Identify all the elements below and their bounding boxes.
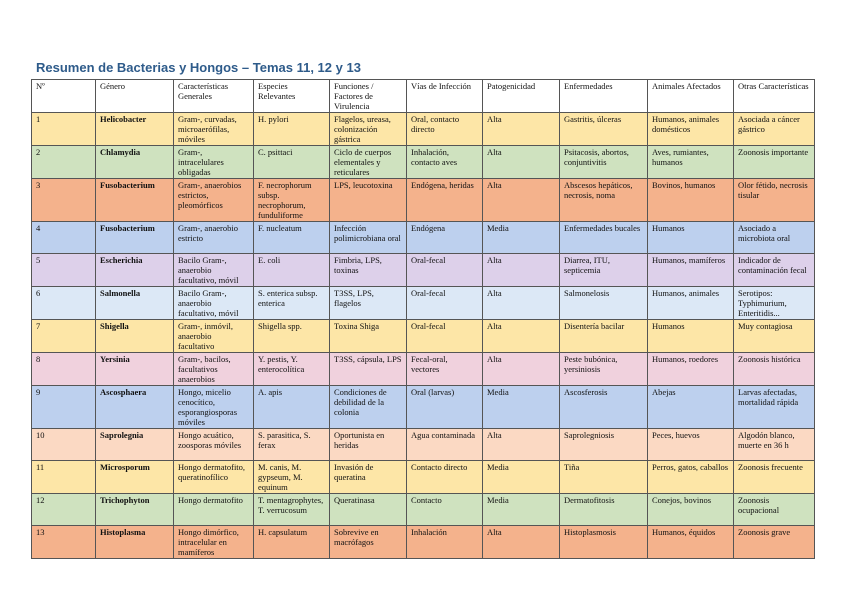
cell-infection-routes: Oral-fecal: [407, 254, 483, 287]
page-title: Resumen de Bacterias y Hongos – Temas 11, 12 y 13: [36, 60, 361, 75]
cell-general-characteristics: Gram-, anaerobio estricto: [174, 222, 254, 254]
cell-diseases: Salmonelosis: [560, 287, 648, 320]
cell-number: 12: [32, 494, 96, 526]
cell-diseases: Dermatofitosis: [560, 494, 648, 526]
cell-virulence-factors: T3SS, LPS, flagelos: [330, 287, 407, 320]
cell-diseases: Saprolegniosis: [560, 429, 648, 461]
cell-virulence-factors: Invasión de queratina: [330, 461, 407, 494]
column-header-diseases: Enfermedades: [560, 80, 648, 113]
cell-infection-routes: Inhalación, contacto aves: [407, 146, 483, 179]
cell-relevant-species: F. nucleatum: [254, 222, 330, 254]
cell-genus: Escherichia: [96, 254, 174, 287]
cell-affected-animals: Aves, rumiantes, humanos: [648, 146, 734, 179]
cell-affected-animals: Humanos, mamíferos: [648, 254, 734, 287]
cell-genus: Histoplasma: [96, 526, 174, 559]
cell-infection-routes: Endógena, heridas: [407, 179, 483, 222]
cell-other-characteristics: Zoonosis ocupacional: [734, 494, 815, 526]
cell-number: 3: [32, 179, 96, 222]
table-row: [32, 386, 815, 429]
cell-affected-animals: Perros, gatos, caballos: [648, 461, 734, 494]
cell-infection-routes: Contacto: [407, 494, 483, 526]
cell-genus: Salmonella: [96, 287, 174, 320]
cell-pathogenicity: Alta: [483, 287, 560, 320]
cell-affected-animals: Humanos: [648, 222, 734, 254]
column-header-virulence-factors: Funciones / Factores de Virulencia: [330, 80, 407, 113]
cell-relevant-species: T. mentagrophytes, T. verrucosum: [254, 494, 330, 526]
cell-diseases: Diarrea, ITU, septicemia: [560, 254, 648, 287]
cell-relevant-species: S. parasitica, S. ferax: [254, 429, 330, 461]
cell-other-characteristics: Algodón blanco, muerte en 36 h: [734, 429, 815, 461]
cell-genus: Chlamydia: [96, 146, 174, 179]
table-row: [32, 461, 815, 494]
cell-pathogenicity: Media: [483, 461, 560, 494]
cell-relevant-species: C. psittaci: [254, 146, 330, 179]
cell-infection-routes: Endógena: [407, 222, 483, 254]
cell-virulence-factors: T3SS, cápsula, LPS: [330, 353, 407, 386]
cell-other-characteristics: Zoonosis grave: [734, 526, 815, 559]
cell-diseases: Histoplasmosis: [560, 526, 648, 559]
cell-number: 9: [32, 386, 96, 429]
table-row: [32, 287, 815, 320]
cell-virulence-factors: Flagelos, ureasa, colonización gástrica: [330, 113, 407, 146]
cell-other-characteristics: Asociado a microbiota oral: [734, 222, 815, 254]
cell-pathogenicity: Media: [483, 386, 560, 429]
cell-general-characteristics: Bacilo Gram-, anaerobio facultativo, móvil: [174, 254, 254, 287]
cell-pathogenicity: Alta: [483, 146, 560, 179]
cell-relevant-species: S. enterica subsp. enterica: [254, 287, 330, 320]
cell-genus: Fusobacterium: [96, 179, 174, 222]
cell-virulence-factors: Fimbria, LPS, toxinas: [330, 254, 407, 287]
table-row: [32, 320, 815, 353]
cell-genus: Ascosphaera: [96, 386, 174, 429]
cell-infection-routes: Inhalación: [407, 526, 483, 559]
table-row: [32, 526, 815, 559]
cell-other-characteristics: Olor fétido, necrosis tisular: [734, 179, 815, 222]
cell-relevant-species: Y. pestis, Y. enterocolítica: [254, 353, 330, 386]
cell-virulence-factors: LPS, leucotoxina: [330, 179, 407, 222]
cell-infection-routes: Oral (larvas): [407, 386, 483, 429]
column-header-general-characteristics: Características Generales: [174, 80, 254, 113]
cell-general-characteristics: Hongo dermatofito: [174, 494, 254, 526]
cell-other-characteristics: Zoonosis frecuente: [734, 461, 815, 494]
column-header-pathogenicity: Patogenicidad: [483, 80, 560, 113]
table-row: [32, 254, 815, 287]
cell-diseases: Psitacosis, abortos, conjuntivitis: [560, 146, 648, 179]
cell-infection-routes: Oral-fecal: [407, 287, 483, 320]
cell-genus: Shigella: [96, 320, 174, 353]
column-header-genus: Género: [96, 80, 174, 113]
cell-general-characteristics: Hongo, micelio cenocítico, esporangiosporas móviles: [174, 386, 254, 429]
cell-other-characteristics: Indicador de contaminación fecal: [734, 254, 815, 287]
cell-infection-routes: Oral-fecal: [407, 320, 483, 353]
cell-genus: Trichophyton: [96, 494, 174, 526]
cell-general-characteristics: Gram-, anaerobios estrictos, pleomórficos: [174, 179, 254, 222]
column-header-relevant-species: Especies Relevantes: [254, 80, 330, 113]
cell-other-characteristics: Serotipos: Typhimurium, Enteritidis...: [734, 287, 815, 320]
cell-genus: Yersinia: [96, 353, 174, 386]
cell-affected-animals: Conejos, bovinos: [648, 494, 734, 526]
cell-number: 8: [32, 353, 96, 386]
cell-number: 4: [32, 222, 96, 254]
cell-other-characteristics: Zoonosis histórica: [734, 353, 815, 386]
cell-general-characteristics: Bacilo Gram-, anaerobio facultativo, móvil: [174, 287, 254, 320]
cell-other-characteristics: Larvas afectadas, mortalidad rápida: [734, 386, 815, 429]
cell-virulence-factors: Sobrevive en macrófagos: [330, 526, 407, 559]
cell-number: 13: [32, 526, 96, 559]
cell-affected-animals: Bovinos, humanos: [648, 179, 734, 222]
table-row: [32, 179, 815, 222]
cell-relevant-species: F. necrophorum subsp. necrophorum, funduliforme: [254, 179, 330, 222]
cell-pathogenicity: Alta: [483, 320, 560, 353]
cell-virulence-factors: Oportunista en heridas: [330, 429, 407, 461]
table-row: [32, 429, 815, 461]
cell-infection-routes: Contacto directo: [407, 461, 483, 494]
table-row: [32, 222, 815, 254]
cell-pathogenicity: Alta: [483, 179, 560, 222]
cell-number: 10: [32, 429, 96, 461]
cell-genus: Saprolegnia: [96, 429, 174, 461]
cell-virulence-factors: Condiciones de debilidad de la colonia: [330, 386, 407, 429]
cell-number: 1: [32, 113, 96, 146]
cell-diseases: Abscesos hepáticos, necrosis, noma: [560, 179, 648, 222]
cell-general-characteristics: Hongo dimórfico, intracelular en mamíferos: [174, 526, 254, 559]
cell-genus: Fusobacterium: [96, 222, 174, 254]
cell-affected-animals: Humanos, roedores: [648, 353, 734, 386]
cell-other-characteristics: Zoonosis importante: [734, 146, 815, 179]
cell-genus: Helicobacter: [96, 113, 174, 146]
cell-virulence-factors: Infección polimicrobiana oral: [330, 222, 407, 254]
column-header-affected-animals: Animales Afectados: [648, 80, 734, 113]
table-row: [32, 494, 815, 526]
cell-general-characteristics: Gram-, intracelulares obligadas: [174, 146, 254, 179]
cell-number: 11: [32, 461, 96, 494]
table-row: [32, 113, 815, 146]
column-header-number: Nº: [32, 80, 96, 113]
cell-diseases: Peste bubónica, yersiniosis: [560, 353, 648, 386]
cell-virulence-factors: Queratinasa: [330, 494, 407, 526]
cell-other-characteristics: Asociada a cáncer gástrico: [734, 113, 815, 146]
cell-virulence-factors: Ciclo de cuerpos elementales y reticulares: [330, 146, 407, 179]
table-row: [32, 353, 815, 386]
cell-diseases: Tiña: [560, 461, 648, 494]
cell-general-characteristics: Hongo acuático, zoosporas móviles: [174, 429, 254, 461]
cell-relevant-species: H. pylori: [254, 113, 330, 146]
cell-relevant-species: H. capsulatum: [254, 526, 330, 559]
column-header-infection-routes: Vías de Infección: [407, 80, 483, 113]
cell-number: 2: [32, 146, 96, 179]
cell-diseases: Disentería bacilar: [560, 320, 648, 353]
cell-pathogenicity: Media: [483, 222, 560, 254]
summary-table: [31, 79, 815, 559]
cell-affected-animals: Humanos, animales: [648, 287, 734, 320]
cell-virulence-factors: Toxina Shiga: [330, 320, 407, 353]
cell-diseases: Gastritis, úlceras: [560, 113, 648, 146]
cell-number: 7: [32, 320, 96, 353]
cell-relevant-species: M. canis, M. gypseum, M. equinum: [254, 461, 330, 494]
cell-infection-routes: Fecal-oral, vectores: [407, 353, 483, 386]
cell-pathogenicity: Alta: [483, 353, 560, 386]
cell-pathogenicity: Alta: [483, 526, 560, 559]
cell-affected-animals: Peces, huevos: [648, 429, 734, 461]
table-row: [32, 146, 815, 179]
cell-affected-animals: Humanos, animales domésticos: [648, 113, 734, 146]
cell-diseases: Ascosferosis: [560, 386, 648, 429]
cell-relevant-species: E. coli: [254, 254, 330, 287]
cell-general-characteristics: Gram-, inmóvil, anaerobio facultativo: [174, 320, 254, 353]
cell-diseases: Enfermedades bucales: [560, 222, 648, 254]
cell-general-characteristics: Hongo dermatofito, queratinofílico: [174, 461, 254, 494]
cell-affected-animals: Humanos: [648, 320, 734, 353]
cell-pathogenicity: Alta: [483, 254, 560, 287]
cell-other-characteristics: Muy contagiosa: [734, 320, 815, 353]
cell-affected-animals: Abejas: [648, 386, 734, 429]
cell-pathogenicity: Alta: [483, 429, 560, 461]
cell-infection-routes: Agua contaminada: [407, 429, 483, 461]
cell-affected-animals: Humanos, équidos: [648, 526, 734, 559]
cell-relevant-species: A. apis: [254, 386, 330, 429]
cell-genus: Microsporum: [96, 461, 174, 494]
cell-general-characteristics: Gram-, curvadas, microaerófilas, móviles: [174, 113, 254, 146]
cell-general-characteristics: Gram-, bacilos, facultativos anaerobios: [174, 353, 254, 386]
column-header-other-characteristics: Otras Características: [734, 80, 815, 113]
cell-relevant-species: Shigella spp.: [254, 320, 330, 353]
table-header-row: [32, 80, 815, 113]
cell-infection-routes: Oral, contacto directo: [407, 113, 483, 146]
cell-pathogenicity: Media: [483, 494, 560, 526]
cell-number: 5: [32, 254, 96, 287]
cell-pathogenicity: Alta: [483, 113, 560, 146]
cell-number: 6: [32, 287, 96, 320]
